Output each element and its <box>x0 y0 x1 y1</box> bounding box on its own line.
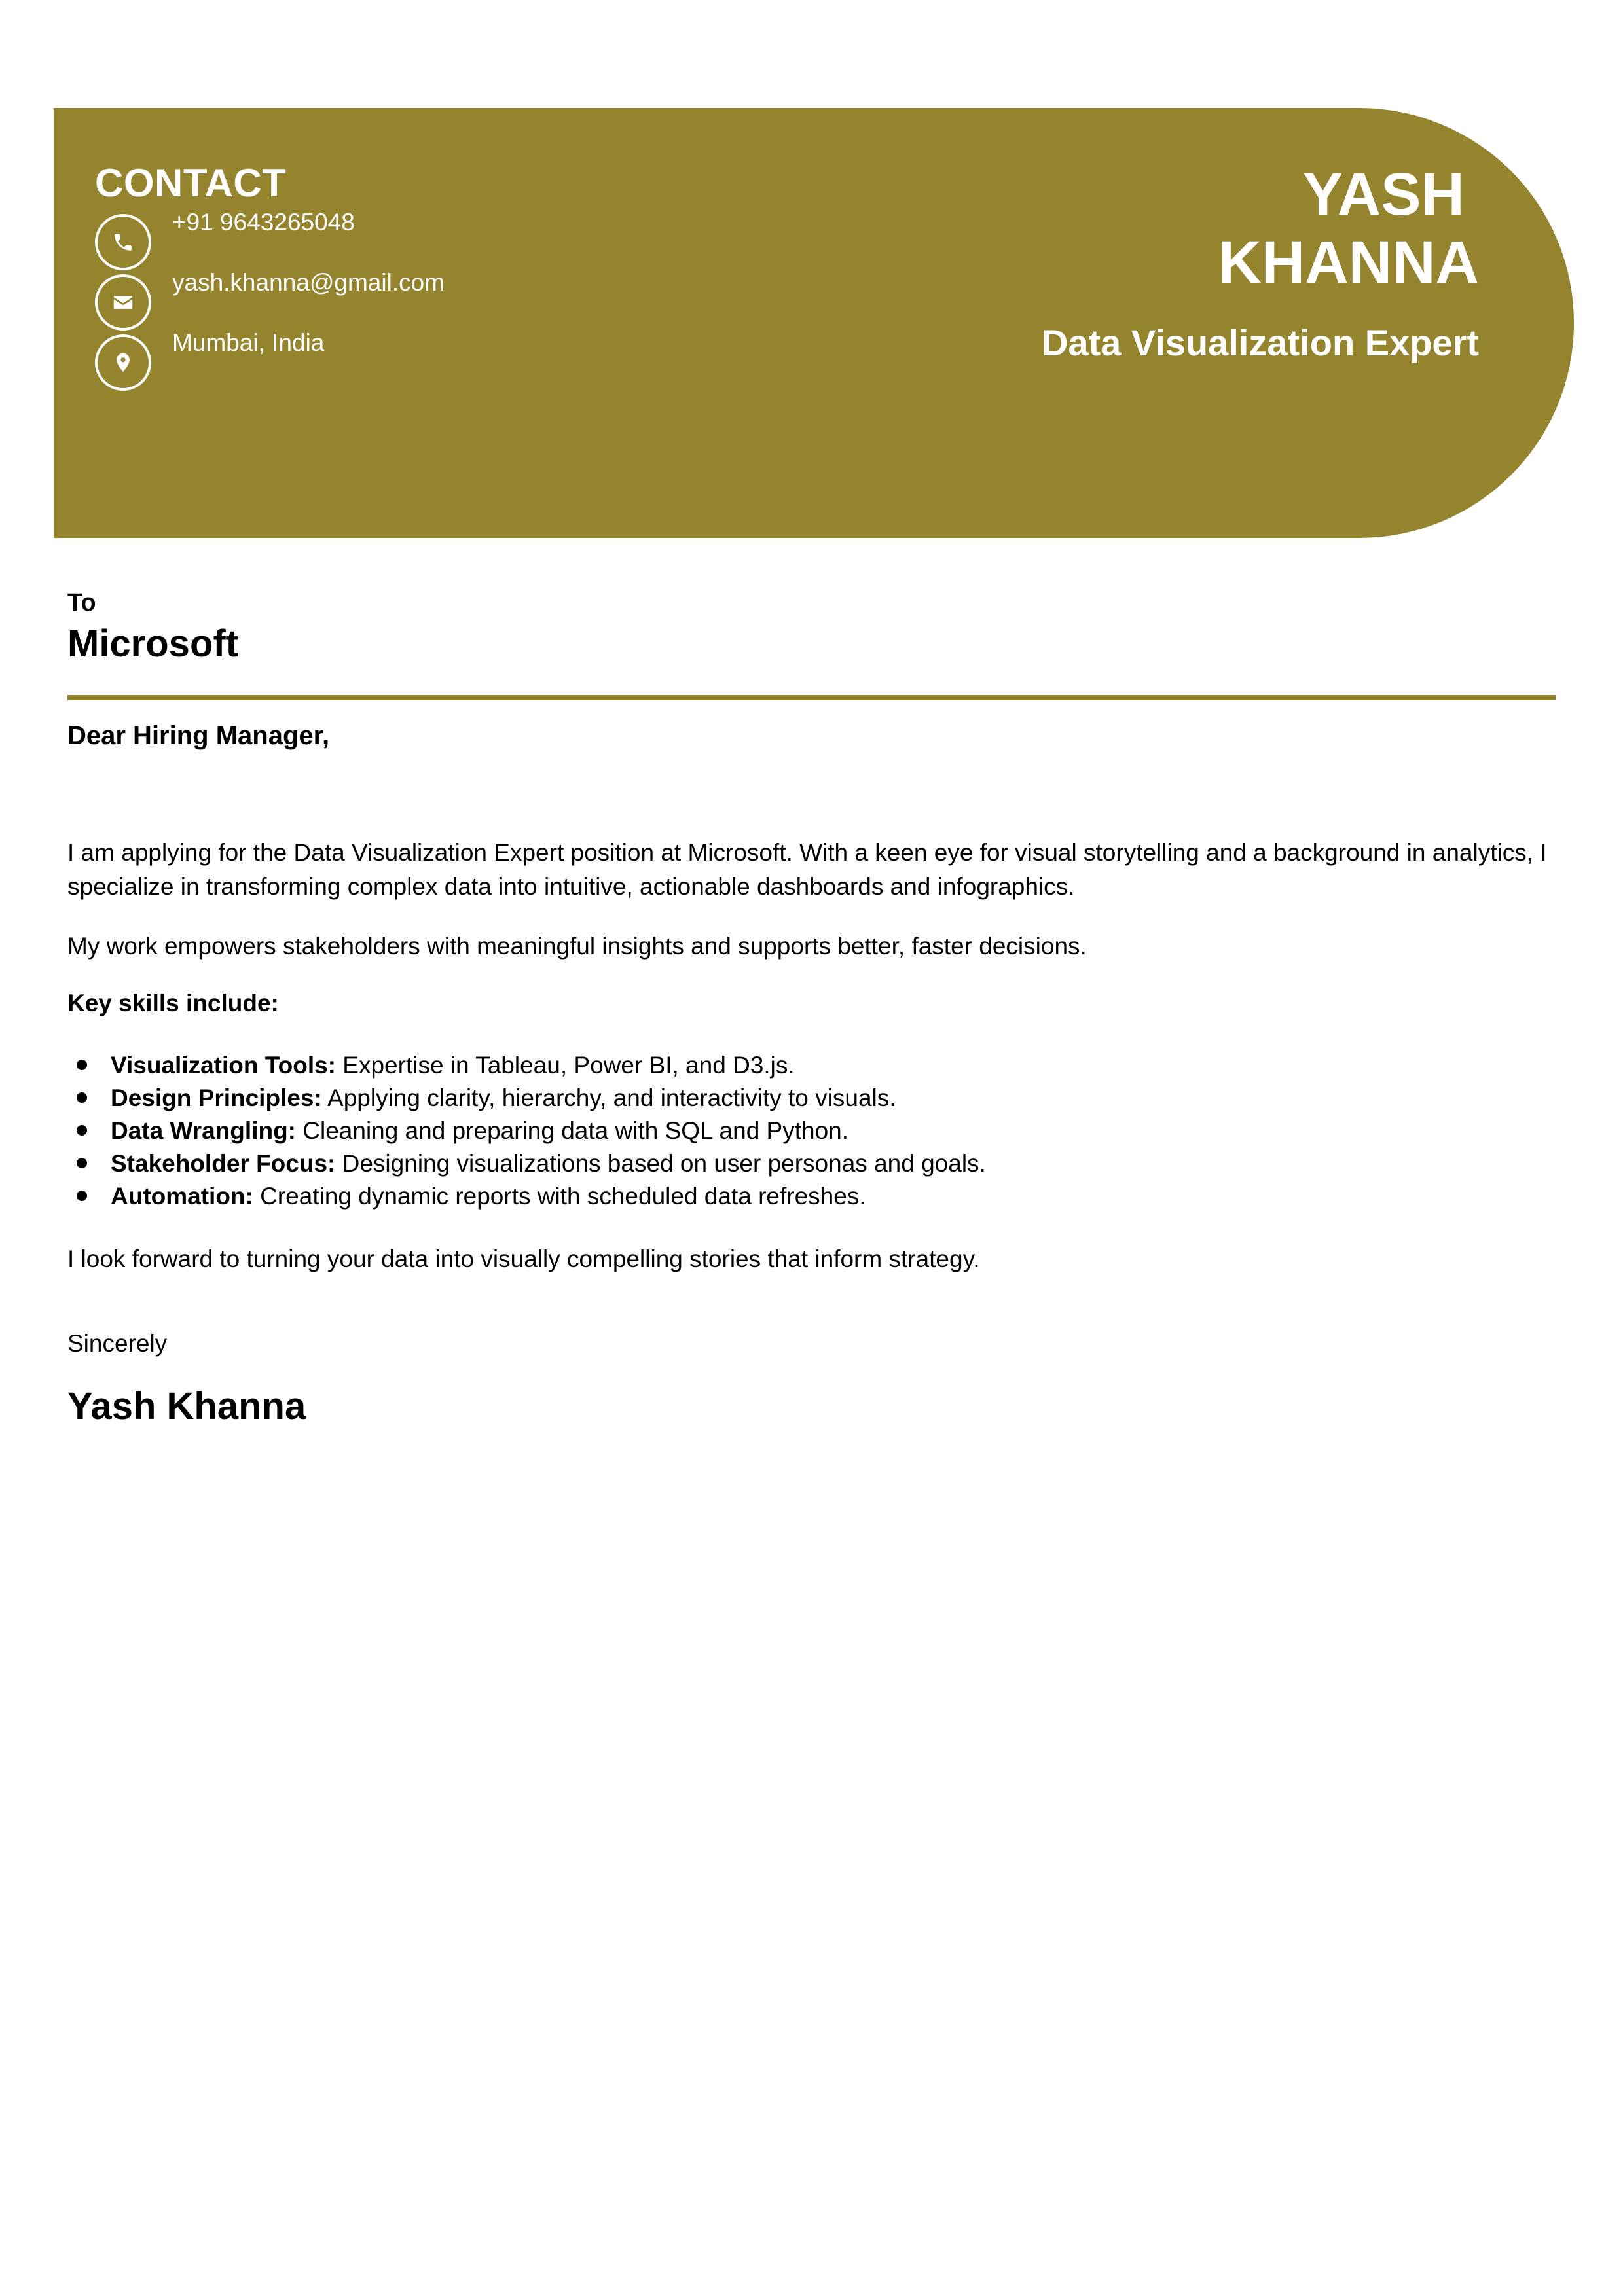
skill-text: Cleaning and preparing data with SQL and Python. <box>296 1117 849 1144</box>
skill-label: Data Wrangling: <box>111 1117 296 1144</box>
phone-number: +91 9643265048 <box>172 209 355 236</box>
salutation: Dear Hiring Manager, <box>67 721 330 750</box>
skill-label: Visualization Tools: <box>111 1052 337 1079</box>
skill-label: Design Principles: <box>111 1085 322 1111</box>
closing: Sincerely <box>67 1330 168 1357</box>
location-text: Mumbai, India <box>172 329 325 356</box>
list-item <box>67 1180 1560 1213</box>
last-name: KHANNA <box>1218 229 1479 296</box>
list-item <box>67 1115 1560 1147</box>
email-address: yash.khanna@gmail.com <box>172 269 445 296</box>
skill-label: Stakeholder Focus: <box>111 1150 336 1177</box>
divider <box>67 695 1556 700</box>
job-title: Data Visualization Expert <box>1041 322 1479 363</box>
skills-heading: Key skills include: <box>67 990 279 1016</box>
skill-text: Creating dynamic reports with scheduled data refreshes. <box>253 1183 866 1210</box>
list-item <box>67 1082 1560 1115</box>
location-pin-icon <box>95 334 151 391</box>
phone-icon <box>95 214 151 270</box>
candidate-name <box>1218 160 1479 296</box>
signature-name: Yash Khanna <box>67 1385 306 1427</box>
to-label: To <box>67 589 96 617</box>
contact-title: CONTACT <box>95 161 287 205</box>
skill-text: Applying clarity, hierarchy, and interactivity to visuals. <box>321 1085 896 1111</box>
skill-text: Designing visualizations based on user personas and goals. <box>335 1150 986 1177</box>
list-item <box>67 1147 1560 1180</box>
envelope-icon <box>95 274 151 331</box>
paragraph-closing: I look forward to turning your data into visually compelling stories that inform strategy. <box>67 1246 980 1272</box>
paragraph-impact: My work empowers stakeholders with meaningful insights and supports better, faster decisions. <box>67 933 1087 960</box>
first-name: YASH <box>1302 161 1465 228</box>
skills-list <box>67 1049 1560 1213</box>
paragraph-intro: I am applying for the Data Visualization Expert position at Microsoft. With a keen eye for visual storytelling and a background in analytics, I specialize in transforming complex data into intuitive, actionable dashboards and infographics. <box>67 839 1547 900</box>
skill-text: Expertise in Tableau, Power BI, and D3.js. <box>336 1052 795 1079</box>
skill-label: Automation: <box>111 1183 253 1210</box>
company-name: Microsoft <box>67 622 238 665</box>
header-banner <box>54 108 1574 538</box>
list-item <box>67 1049 1560 1082</box>
